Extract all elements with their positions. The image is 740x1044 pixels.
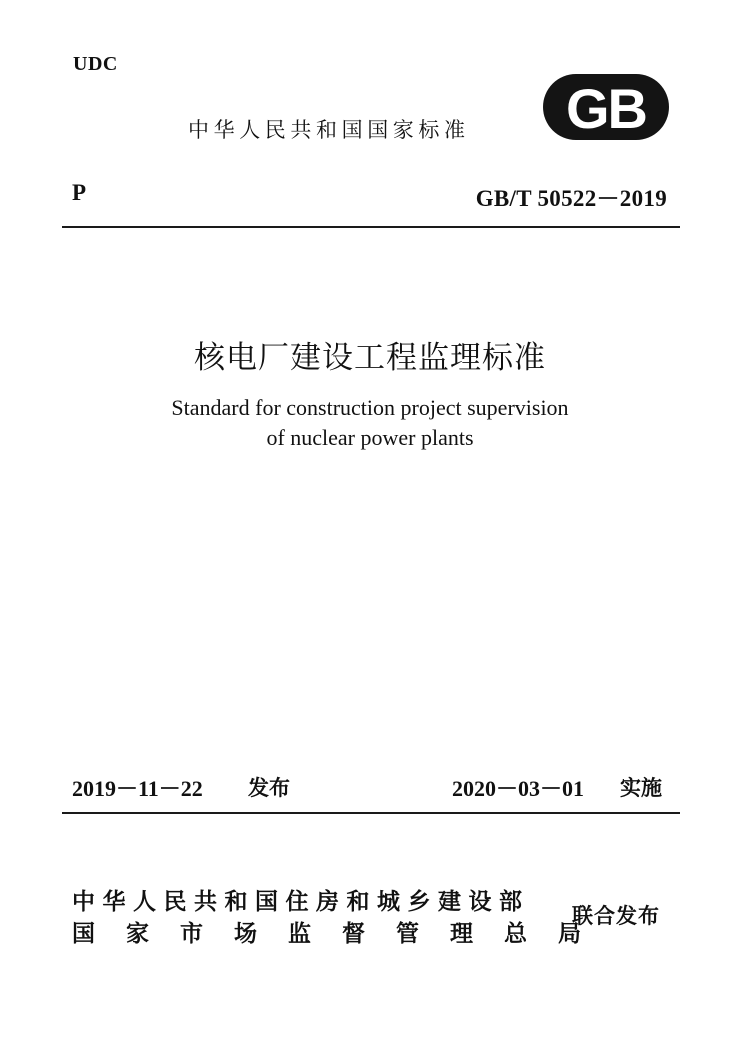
issuer-ministry: 中华人民共和国住房和城乡建设部: [72, 889, 530, 915]
title-english-line-1: Standard for construction project supervision: [171, 395, 569, 420]
standard-number: GB/T 50522－2019: [475, 186, 667, 211]
bottom-divider: [62, 812, 680, 814]
national-standard-header: 中华人民共和国国家标准: [188, 118, 470, 142]
classification-code: P: [72, 180, 87, 205]
svg-text:GB: GB: [566, 77, 646, 140]
top-divider: [62, 226, 680, 228]
joint-issue-label: 联合发布: [572, 904, 660, 928]
title-english: [0, 393, 740, 453]
title-chinese: 核电厂建设工程监理标准: [194, 340, 546, 376]
implementation-label: 实施: [620, 776, 662, 800]
gb-logo-icon: [543, 74, 669, 140]
issue-label: 发布: [248, 776, 290, 800]
issuer-administration: 国家市场监督管理总局: [72, 921, 612, 947]
udc-label: UDC: [73, 53, 118, 75]
implementation-date: 2020－03－01: [452, 776, 585, 801]
issue-date: 2019－11－22: [72, 776, 203, 801]
title-english-line-2: of nuclear power plants: [266, 425, 474, 450]
